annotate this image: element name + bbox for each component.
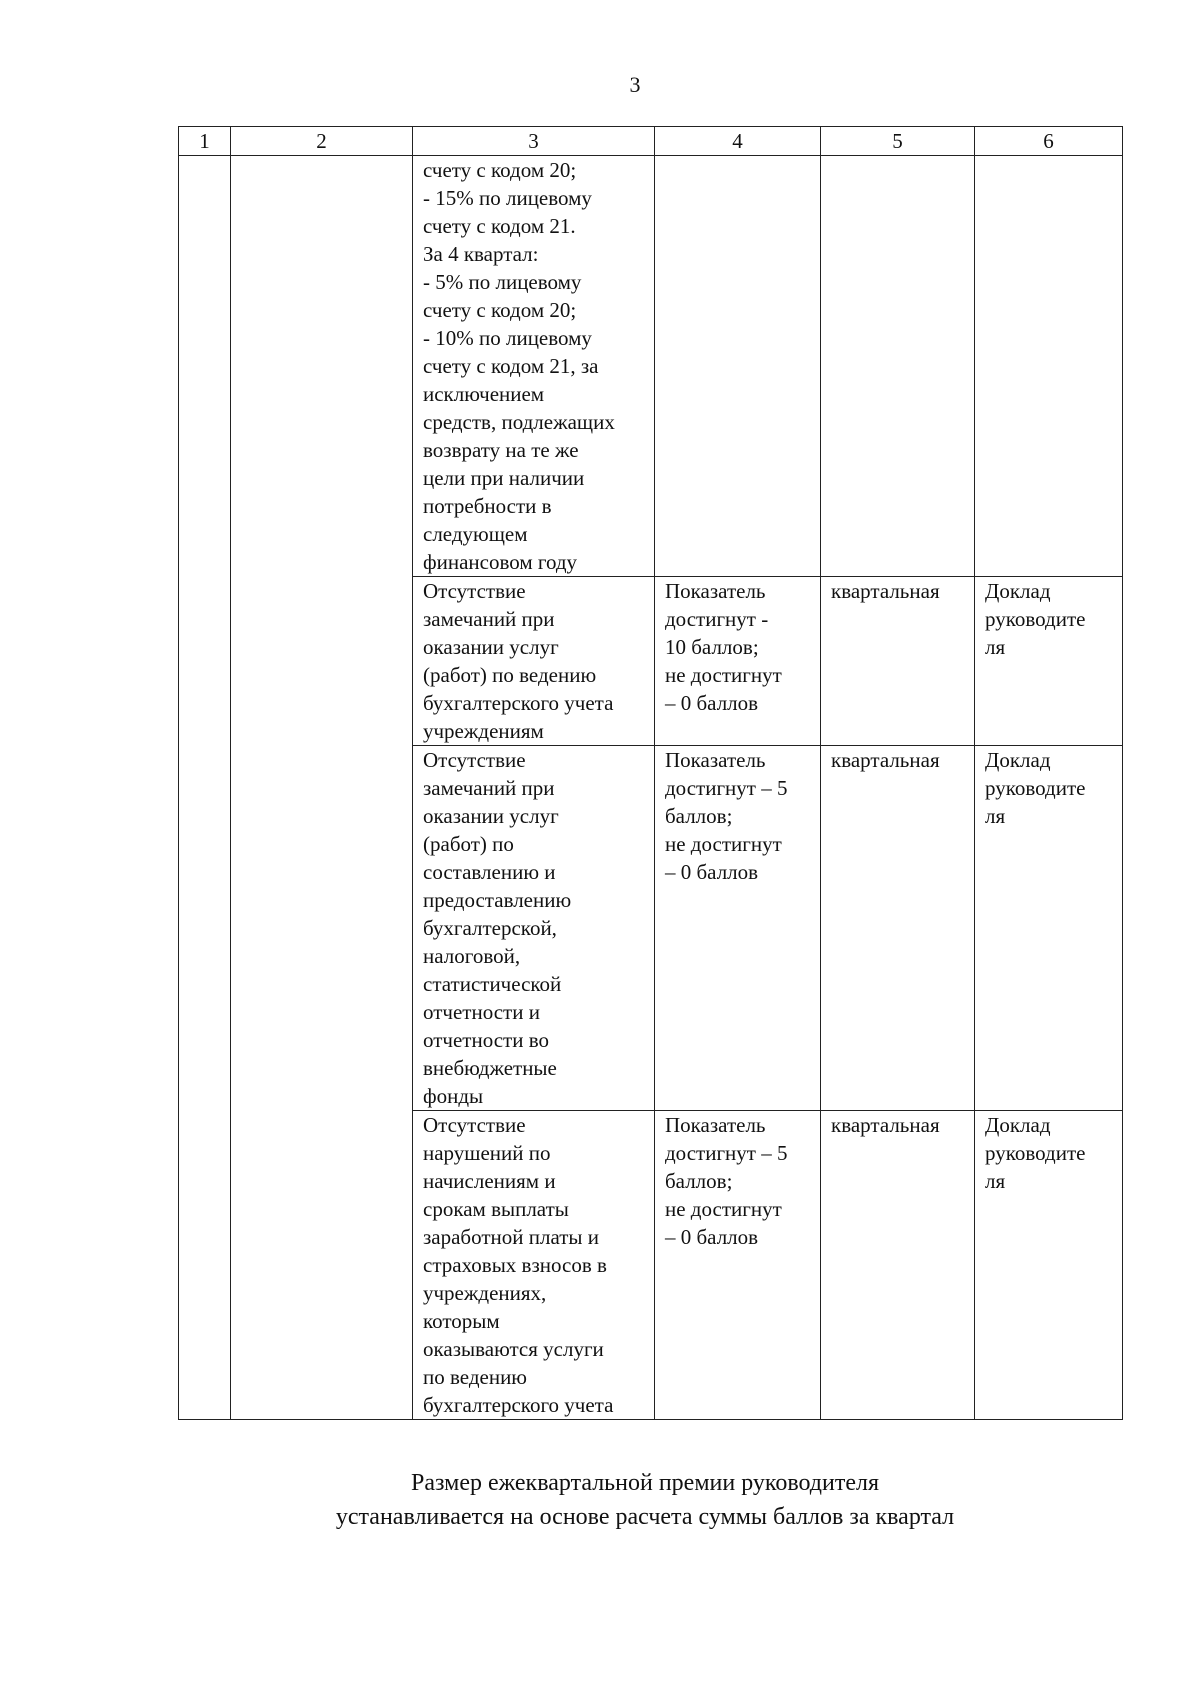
cell-line: бухгалтерского учета xyxy=(423,1393,614,1417)
cell-line: предоставлению xyxy=(423,888,572,912)
cell-line: Отсутствие xyxy=(423,579,526,603)
cell-line: срокам выплаты xyxy=(423,1197,569,1221)
criteria-table xyxy=(178,126,1123,1420)
cell-line: цели при наличии xyxy=(423,466,585,490)
cell-line: не достигнут xyxy=(665,663,782,687)
cell-line: фонды xyxy=(423,1084,484,1108)
cell-line: Доклад xyxy=(985,748,1051,772)
cell-line: бухгалтерского учета xyxy=(423,691,614,715)
period-cell xyxy=(821,746,975,1111)
cell-line: достигнут – 5 xyxy=(665,776,788,800)
cell-line: - 15% по лицевому xyxy=(423,186,592,210)
cell-line: – 0 баллов xyxy=(665,691,759,715)
cell-line: внебюджетные xyxy=(423,1056,557,1080)
caption-line-1: Размер ежеквартальной премии руководителя xyxy=(411,1470,879,1496)
criterion-cell xyxy=(413,577,655,746)
column-header-1: 1 xyxy=(179,127,231,156)
cell-line: не достигнут xyxy=(665,832,782,856)
cell-line: руководите xyxy=(985,607,1086,631)
cell-line: ля xyxy=(985,635,1006,659)
score-cell xyxy=(655,746,821,1111)
cell-line: Доклад xyxy=(985,579,1051,603)
cell-line: нарушений по xyxy=(423,1141,551,1165)
cell-line: квартальная xyxy=(831,1113,940,1137)
cell-line: возврату на те же xyxy=(423,438,579,462)
score-cell xyxy=(655,156,821,577)
cell-line: - 10% по лицевому xyxy=(423,326,592,350)
cell-line: отчетности во xyxy=(423,1028,549,1052)
period-cell xyxy=(821,1111,975,1420)
cell-line: баллов; xyxy=(665,804,733,828)
cell-line: оказании услуг xyxy=(423,635,559,659)
cell-line: Отсутствие xyxy=(423,1113,526,1137)
column-header-3: 3 xyxy=(413,127,655,156)
cell-line: Показатель xyxy=(665,748,766,772)
cell-line: ля xyxy=(985,804,1006,828)
cell-line: – 0 баллов xyxy=(665,1225,759,1249)
column-header-2: 2 xyxy=(231,127,413,156)
cell-line: учреждениях, xyxy=(423,1281,547,1305)
cell-line: руководите xyxy=(985,776,1086,800)
cell-line: учреждениям xyxy=(423,719,544,743)
cell-line: баллов; xyxy=(665,1169,733,1193)
cell-line: бухгалтерской, xyxy=(423,916,557,940)
cell-line: Показатель xyxy=(665,1113,766,1137)
column-2-cell xyxy=(231,156,413,1420)
cell-line: следующем xyxy=(423,522,528,546)
cell-line: исключением xyxy=(423,382,545,406)
cell-line: оказании услуг xyxy=(423,804,559,828)
cell-line: составлению и xyxy=(423,860,556,884)
caption-line-2: устанавливается на основе расчета суммы баллов за квартал xyxy=(335,1504,955,1530)
cell-line: замечаний при xyxy=(423,607,555,631)
cell-line: средств, подлежащих xyxy=(423,410,615,434)
cell-line: Доклад xyxy=(985,1113,1051,1137)
column-header-5: 5 xyxy=(821,127,975,156)
column-header-4: 4 xyxy=(655,127,821,156)
score-cell xyxy=(655,577,821,746)
cell-line: по ведению xyxy=(423,1365,527,1389)
cell-line: статистической xyxy=(423,972,562,996)
cell-line: счету с кодом 20; xyxy=(423,158,577,182)
cell-line: квартальная xyxy=(831,748,940,772)
cell-line: начислениям и xyxy=(423,1169,556,1193)
period-cell xyxy=(821,577,975,746)
cell-line: достигнут – 5 xyxy=(665,1141,788,1165)
criterion-cell xyxy=(413,156,655,577)
page-number: 3 xyxy=(629,72,641,97)
cell-line: – 0 баллов xyxy=(665,860,759,884)
cell-line: не достигнут xyxy=(665,1197,782,1221)
report-cell xyxy=(975,577,1123,746)
column-1-cell xyxy=(179,156,231,1420)
cell-line: Отсутствие xyxy=(423,748,526,772)
caption xyxy=(0,1466,1200,1534)
cell-line: квартальная xyxy=(831,579,940,603)
criterion-cell xyxy=(413,746,655,1111)
cell-line: заработной платы и xyxy=(423,1225,600,1249)
cell-line: (работ) по xyxy=(423,832,514,856)
period-cell xyxy=(821,156,975,577)
cell-line: - 5% по лицевому xyxy=(423,270,582,294)
table-row xyxy=(179,156,1123,577)
cell-line: оказываются услуги xyxy=(423,1337,604,1361)
cell-line: финансовом году xyxy=(423,550,578,574)
cell-line: счету с кодом 20; xyxy=(423,298,577,322)
cell-line: отчетности и xyxy=(423,1000,540,1024)
report-cell xyxy=(975,746,1123,1111)
column-header-6: 6 xyxy=(975,127,1123,156)
cell-line: За 4 квартал: xyxy=(423,242,539,266)
cell-line: страховых взносов в xyxy=(423,1253,607,1277)
cell-line: (работ) по ведению xyxy=(423,663,597,687)
cell-line: Показатель xyxy=(665,579,766,603)
cell-line: счету с кодом 21, за xyxy=(423,354,599,378)
criterion-cell xyxy=(413,1111,655,1420)
cell-line: ля xyxy=(985,1169,1006,1193)
report-cell xyxy=(975,1111,1123,1420)
table-header-row xyxy=(179,127,1123,156)
cell-line: достигнут - xyxy=(665,607,769,631)
score-cell xyxy=(655,1111,821,1420)
cell-line: налоговой, xyxy=(423,944,521,968)
cell-line: руководите xyxy=(985,1141,1086,1165)
cell-line: счету с кодом 21. xyxy=(423,214,576,238)
report-cell xyxy=(975,156,1123,577)
cell-line: 10 баллов; xyxy=(665,635,759,659)
cell-line: потребности в xyxy=(423,494,552,518)
cell-line: замечаний при xyxy=(423,776,555,800)
cell-line: которым xyxy=(423,1309,500,1333)
